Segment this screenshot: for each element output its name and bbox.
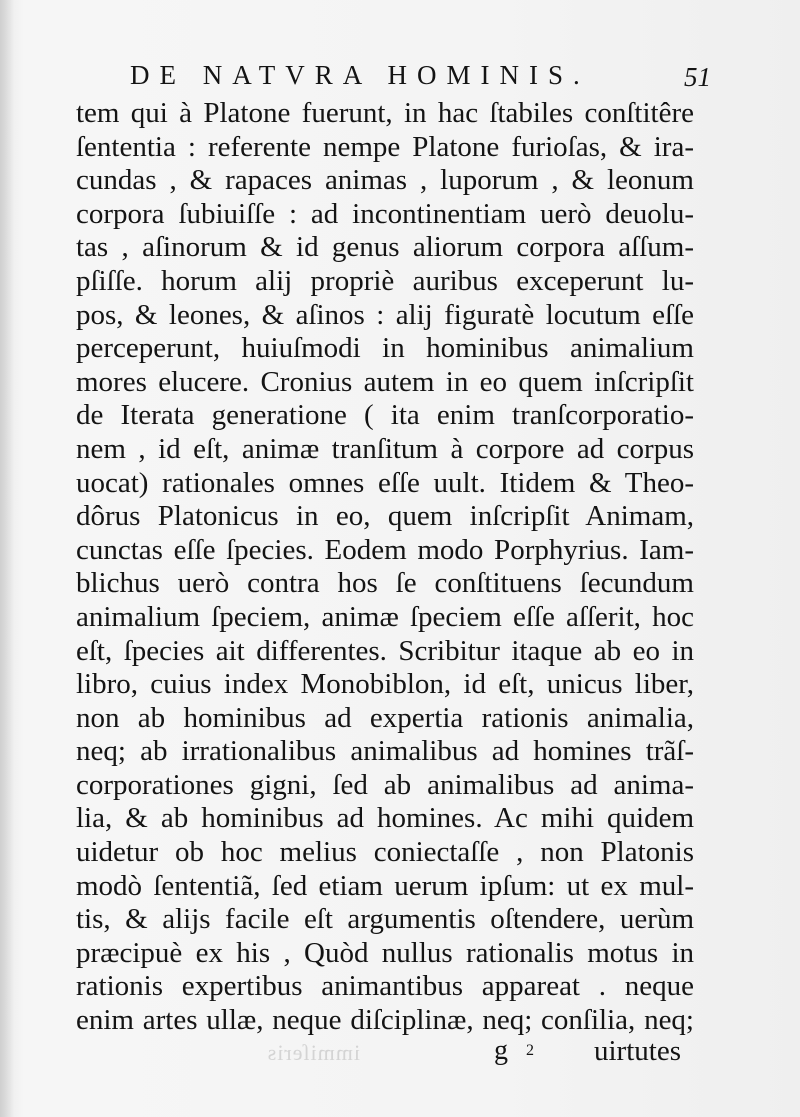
text-line: perceperunt, huiuſmodi in hominibus animalium [76, 332, 694, 365]
text-line: tas , aſinorum & id genus aliorum corpora aſſum- [76, 231, 694, 264]
main-text [76, 97, 696, 1038]
text-line: rationis expertibus animantibus appareat . neque [76, 970, 694, 1003]
text-line: tem qui à Platone fuerunt, in hac ſtabiles conſtitêre [76, 97, 694, 129]
text-line: non ab hominibus ad expertia rationis animalia, [76, 701, 694, 734]
text-line: mores elucere. Cronius autem in eo quem inſcripſit [76, 365, 694, 398]
text-line: pſiſſe. horum alij propriè auribus exceperunt lu- [76, 264, 694, 297]
text-line: corporationes gigni, ſed ab animalibus ad anima- [76, 768, 694, 801]
text-line: modò ſententiã, ſed etiam uerum ipſum: ut ex mul- [76, 869, 694, 902]
text-line: nem , id eſt, animæ tranſitum à corpore ad corpus [76, 432, 694, 465]
signature-letter: g [494, 1035, 508, 1066]
text-line: præcipuè ex his , Quòd nullus rationalis motus in [76, 936, 694, 969]
page-number: 51 [684, 62, 711, 92]
text-line: uocat) rationales omnes eſſe uult. Itidem & Theo- [76, 466, 694, 499]
text-line: enim artes ullæ, neque diſciplinæ, neq; conſilia, neq; [76, 1004, 694, 1037]
text-line: libro, cuius index Monobiblon, id eſt, unicus liber, [76, 668, 694, 701]
text-line: uidetur ob hoc melius coniectaſſe , non Platonis [76, 836, 694, 869]
bleed-through-text: immiſeris [266, 1040, 360, 1065]
signature-number: 2 [526, 1042, 534, 1059]
text-line: lia, & ab hominibus ad homines. Ac mihi quidem [76, 802, 694, 835]
text-line: animalium ſpeciem, animæ ſpeciem eſſe aſſerit, hoc [76, 600, 694, 633]
catchword: uirtutes [594, 1035, 681, 1067]
text-line: ſententia : referente nempe Platone furioſas, & ira- [76, 130, 694, 163]
text-line: de Iterata generatione ( ita enim tranſcorporatio- [76, 399, 694, 432]
text-line: cundas , & rapaces animas , luporum , & leonum [76, 164, 694, 197]
page-gutter-shadow [0, 0, 14, 1117]
text-line: neq; ab irrationalibus animalibus ad homines trãſ- [76, 735, 694, 768]
text-line: dôrus Platonicus in eo, quem inſcripſit Animam, [76, 500, 694, 533]
text-line: pos, & leones, & aſinos : alij figuratè locutum eſſe [76, 298, 694, 331]
text-line: corpora ſubiuiſſe : ad incontinentiam uerò deuolu- [76, 197, 694, 230]
text-line: eſt, ſpecies ait differentes. Scribitur itaque ab eo in [76, 634, 694, 667]
running-head: DE NATVRA HOMINIS. [130, 60, 590, 90]
text-line: blichus uerò contra hos ſe conſtituens ſecundum [76, 567, 694, 600]
signature-mark [494, 1035, 534, 1067]
text-line: tis, & alijs facile eſt argumentis oſtendere, uerùm [76, 903, 694, 936]
text-line: cunctas eſſe ſpecies. Eodem modo Porphyrius. Iam- [76, 533, 694, 566]
